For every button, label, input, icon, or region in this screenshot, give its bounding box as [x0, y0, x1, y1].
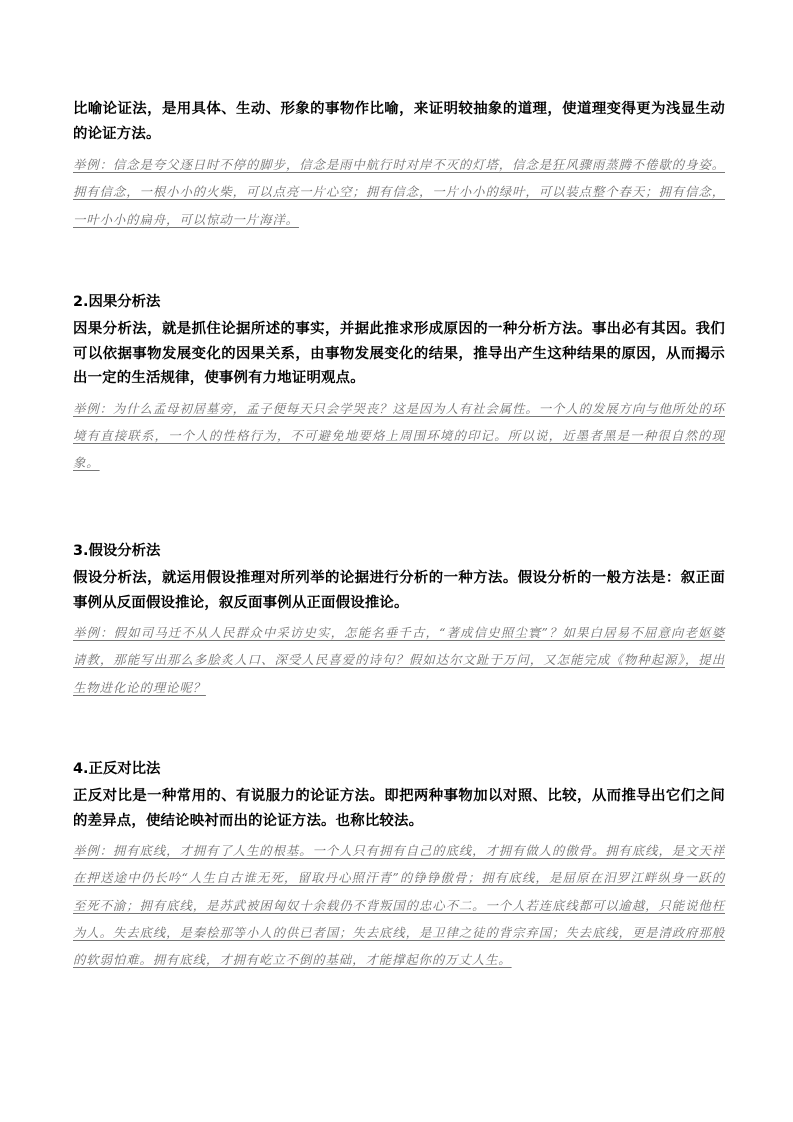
section-hypothesis [73, 540, 725, 701]
hypothesis-example: 举例：假如司马迁不从人民群众中采访史实，怎能名垂千古，“著成信史照尘寰”？如果白居易不屈意向老妪婆请教，那能写出那么多脍炙人口、深受人民喜爱的诗句？假如达尔文趾于万问，又怎能完成《物种起源》，提出生物进化论的理论呢？ [73, 625, 725, 695]
metaphor-example: 举例：信念是夸父逐日时不停的脚步，信念是雨中航行时对岸不灭的灯塔，信念是狂风骤雨蒸腾不倦歇的身姿。拥有信念，一根小小的火柴，可以点亮一片心空；拥有信念，一片小小的绿叶，可以装点整个春天；拥有信念，一叶小小的扁舟，可以惊动一片海洋。 [73, 157, 725, 227]
section-metaphor [73, 97, 725, 233]
hypothesis-heading: 3.假设分析法 [73, 543, 161, 559]
cause-effect-example: 举例：为什么孟母初居墓旁，孟子便每天只会学哭丧？这是因为人有社会属性。一个人的发展方向与他所处的环境有直接联系，一个人的性格行为，不可避免地要烙上周围环境的印记。所以说，近墨者黑是一种很自然的现象。 [73, 400, 725, 471]
cause-effect-definition: 因果分析法，就是抓住论据所述的事实，并据此推求形成原因的一种分析方法。事出必有其因。我们可以依据事物发展变化的因果关系，由事物发展变化的结果，推导出产生这种结果的原因，从而揭示出一定的生活规律，使事例有力地证明观点。 [73, 321, 725, 387]
contrast-heading: 4.正反对比法 [73, 761, 161, 777]
contrast-example: 举例：拥有底线，才拥有了人生的根基。一个人只有拥有自己的底线，才拥有做人的傲骨。拥有底线，是文天祥在押送途中仍长吟“人生自古谁无死，留取丹心照汗青”的铮铮傲骨；拥有底线，是屈原在汨罗江畔纵身一跃的至死不渝；拥有底线，是苏武被困匈奴十余载仍不背叛国的忠心不二。一个人若连底线都可以逾越，只能说他枉为人。失去底线，是秦桧那等小人的供已者国；失去底线，是卫律之徒的背宗弃国；失去底线，更是清政府那般的软弱怕难。拥有底线，才拥有屹立不倒的基础，才能撑起你的万丈人生。 [73, 843, 725, 967]
contrast-definition: 正反对比是一种常用的、有说服力的论证方法。即把两种事物加以对照、比较，从而推导出它们之间的差异点，使结论映衬而出的论证方法。也称比较法。 [73, 788, 725, 829]
section-cause-effect [73, 291, 725, 476]
section-contrast [73, 758, 725, 973]
metaphor-definition: 比喻论证法，是用具体、生动、形象的事物作比喻，来证明较抽象的道理，使道理变得更为浅显生动的论证方法。 [73, 101, 725, 142]
hypothesis-definition: 假设分析法，就运用假设推理对所列举的论据进行分析的一种方法。假设分析的一般方法是：叙正面事例从反面假设推论，叙反面事例从正面假设推论。 [73, 570, 725, 611]
cause-effect-heading: 2.因果分析法 [73, 294, 161, 310]
